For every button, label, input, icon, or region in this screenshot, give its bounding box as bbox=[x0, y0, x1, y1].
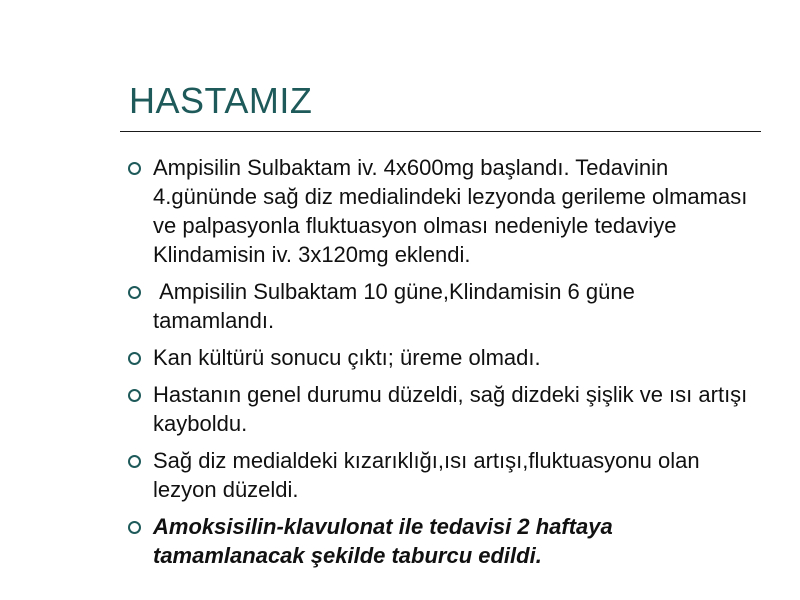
bullet-item-emphasized bbox=[128, 512, 758, 570]
hollow-circle-bullet-icon bbox=[128, 352, 141, 365]
bullet-text: Hastanın genel durumu düzeldi, sağ dizdeki şişlik ve ısı artışı kayboldu. bbox=[153, 382, 748, 436]
hollow-circle-bullet-icon bbox=[128, 455, 141, 468]
slide-title: HASTAMIZ bbox=[129, 80, 313, 121]
bullet-item bbox=[128, 343, 758, 372]
hollow-circle-bullet-icon bbox=[128, 286, 141, 299]
bullet-text: Kan kültürü sonucu çıktı; üreme olmadı. bbox=[153, 345, 541, 370]
bullet-item bbox=[128, 380, 758, 438]
bullet-text: Amoksisilin-klavulonat ile tedavisi 2 haftaya tamamlanacak şekilde taburcu edildi. bbox=[153, 514, 613, 568]
hollow-circle-bullet-icon bbox=[128, 389, 141, 402]
title-divider bbox=[120, 131, 761, 132]
bullet-list bbox=[128, 153, 758, 578]
hollow-circle-bullet-icon bbox=[128, 162, 141, 175]
bullet-text: Ampisilin Sulbaktam iv. 4x600mg başlandı. Tedavinin 4.gününde sağ diz medialindeki lezyonda gerileme olmaması ve palpasyonla fluktuasyon olması nedeniyle tedaviye Klindamisin iv. 3x120mg eklendi. bbox=[153, 155, 748, 267]
bullet-item bbox=[128, 446, 758, 504]
bullet-text: Sağ diz medialdeki kızarıklığı,ısı artışı,fluktuasyonu olan lezyon düzeldi. bbox=[153, 448, 700, 502]
hollow-circle-bullet-icon bbox=[128, 521, 141, 534]
bullet-text: Ampisilin Sulbaktam 10 güne,Klindamisin 6 güne tamamlandı. bbox=[153, 279, 641, 333]
bullet-item bbox=[128, 277, 758, 335]
bullet-item bbox=[128, 153, 758, 269]
